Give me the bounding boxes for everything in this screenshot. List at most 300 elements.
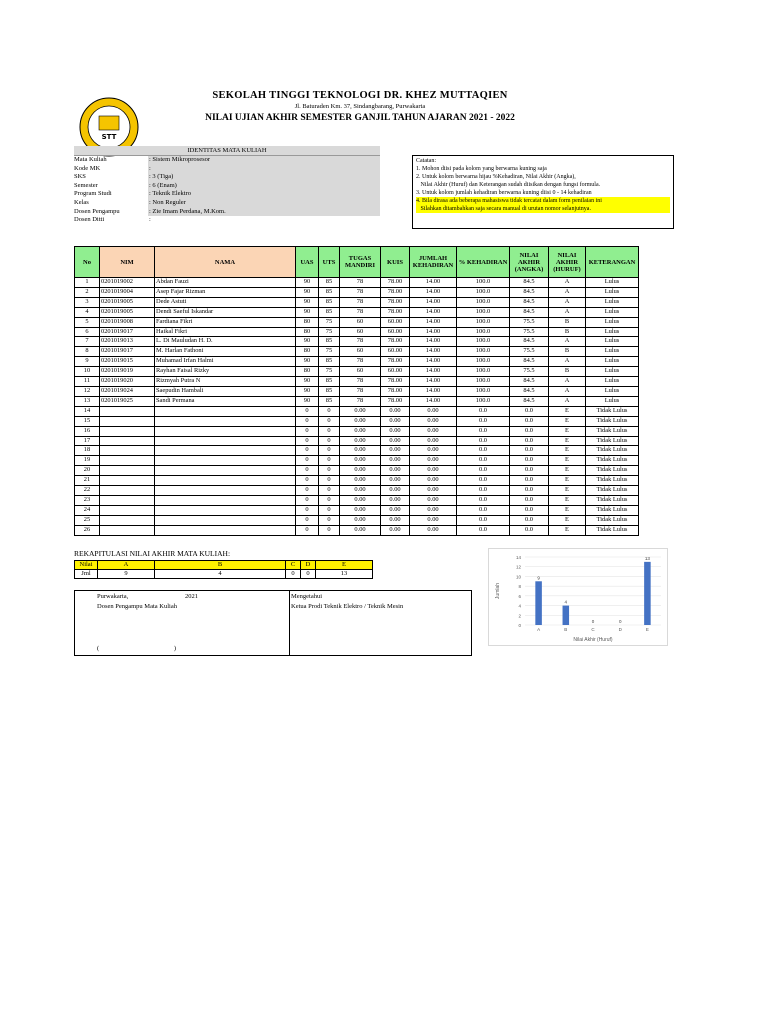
place-date: Purwakarta, — [97, 593, 129, 600]
table-cell: E — [549, 436, 586, 446]
table-cell[interactable]: 85 — [319, 396, 340, 406]
table-row — [75, 476, 639, 486]
table-cell[interactable]: 60.00 — [381, 347, 410, 357]
table-cell[interactable]: 0 — [296, 495, 319, 505]
table-cell[interactable]: 85 — [319, 386, 340, 396]
table-cell: A — [549, 377, 586, 387]
table-cell[interactable]: 14.00 — [410, 377, 457, 387]
table-row — [75, 505, 639, 515]
table-cell[interactable]: 85 — [319, 287, 340, 297]
table-cell[interactable]: 0.00 — [410, 406, 457, 416]
table-cell[interactable]: 78 — [340, 287, 381, 297]
bar-value-label: 13 — [644, 555, 650, 561]
table-cell[interactable]: 14.00 — [410, 367, 457, 377]
table-cell[interactable]: 78.00 — [381, 287, 410, 297]
table-cell[interactable]: 80 — [296, 317, 319, 327]
table-cell: A — [549, 287, 586, 297]
school-address: Jl. Baturaden Km. 37, Sindangbarang, Purwakarta — [294, 103, 426, 110]
table-cell[interactable]: 0.00 — [381, 416, 410, 426]
table-cell[interactable]: 60 — [340, 327, 381, 337]
identity-value[interactable]: : Zie Imam Perdana, M.Kom. — [148, 208, 380, 217]
table-cell[interactable]: 78.00 — [381, 377, 410, 387]
table-cell[interactable]: 0.00 — [340, 456, 381, 466]
table-cell[interactable]: 75 — [319, 317, 340, 327]
table-cell[interactable]: 0 — [319, 416, 340, 426]
table-cell[interactable]: 60 — [340, 347, 381, 357]
table-cell: Lulus — [586, 307, 639, 317]
table-cell: 100.0 — [457, 377, 510, 387]
table-row — [75, 297, 639, 307]
table-cell: 0201019024 — [100, 386, 155, 396]
identity-key: Mata Kuliah — [74, 156, 107, 163]
table-cell[interactable]: 0 — [296, 436, 319, 446]
lecturer-role: Dosen Pengampu Mata Kuliah — [97, 603, 177, 610]
table-cell[interactable]: 0 — [296, 456, 319, 466]
table-cell: 75.5 — [510, 347, 549, 357]
table-cell[interactable]: 0.00 — [410, 456, 457, 466]
table-cell: E — [549, 426, 586, 436]
table-row — [75, 377, 639, 387]
column-header: KUIS — [381, 247, 410, 278]
table-cell[interactable]: 14.00 — [410, 297, 457, 307]
recap-cell: A — [98, 561, 155, 570]
notes-title: Catatan: — [416, 158, 436, 164]
table-cell[interactable]: 60.00 — [381, 367, 410, 377]
table-cell: E — [549, 486, 586, 496]
table-cell: 100.0 — [457, 386, 510, 396]
bar-value-label: 4 — [564, 599, 568, 605]
table-cell[interactable]: 0 — [296, 525, 319, 535]
identity-key: Kode MK — [74, 164, 101, 172]
table-cell[interactable]: 90 — [296, 287, 319, 297]
table-cell[interactable]: 0 — [319, 456, 340, 466]
column-header: TUGAS MANDIRI — [340, 247, 381, 278]
table-cell[interactable]: 0.00 — [340, 406, 381, 416]
table-cell: Tidak Lulus — [586, 525, 639, 535]
table-cell[interactable]: 78.00 — [381, 357, 410, 367]
identity-value[interactable]: : Teknik Elektro — [148, 190, 380, 199]
identity-row — [74, 216, 380, 225]
table-cell: Tidak Lulus — [586, 495, 639, 505]
grades-table — [74, 246, 639, 536]
table-cell[interactable]: 85 — [319, 337, 340, 347]
table-cell: 0201019002 — [100, 278, 155, 288]
table-cell[interactable]: 0.00 — [381, 436, 410, 446]
table-cell: 0.0 — [510, 436, 549, 446]
table-cell[interactable]: 0 — [296, 466, 319, 476]
table-cell: 84.5 — [510, 386, 549, 396]
table-cell: Abdan Fauzi — [155, 278, 296, 288]
table-cell[interactable]: 78.00 — [381, 386, 410, 396]
table-cell[interactable]: 0.00 — [381, 426, 410, 436]
table-cell: 0.0 — [510, 525, 549, 535]
identity-row — [74, 199, 380, 208]
table-cell: E — [549, 495, 586, 505]
grade-bar-chart — [489, 549, 667, 645]
table-cell: E — [549, 466, 586, 476]
identity-key: SKS — [74, 173, 86, 181]
table-row — [75, 287, 639, 297]
table-cell[interactable]: 0.00 — [381, 466, 410, 476]
table-row — [75, 515, 639, 525]
table-cell[interactable]: 0 — [296, 406, 319, 416]
table-cell[interactable]: 0.00 — [340, 426, 381, 436]
table-cell — [155, 426, 296, 436]
table-cell[interactable]: 78 — [340, 396, 381, 406]
table-cell[interactable]: 85 — [319, 357, 340, 367]
table-cell[interactable]: 0 — [296, 515, 319, 525]
table-cell — [100, 416, 155, 426]
table-cell: Lulus — [586, 386, 639, 396]
table-cell[interactable]: 14.00 — [410, 396, 457, 406]
table-row — [75, 307, 639, 317]
table-cell[interactable]: 0 — [296, 426, 319, 436]
table-cell: A — [549, 337, 586, 347]
table-cell[interactable]: 0 — [319, 486, 340, 496]
table-cell[interactable]: 0 — [319, 466, 340, 476]
table-cell: Tidak Lulus — [586, 426, 639, 436]
table-cell[interactable]: 0.00 — [410, 446, 457, 456]
table-cell[interactable]: 0.00 — [381, 525, 410, 535]
table-cell: Lulus — [586, 357, 639, 367]
y-tick-label: 6 — [518, 593, 521, 599]
table-cell[interactable]: 14.00 — [410, 307, 457, 317]
table-cell: 84.5 — [510, 287, 549, 297]
table-cell[interactable]: 80 — [296, 367, 319, 377]
table-cell[interactable]: 90 — [296, 377, 319, 387]
table-cell — [100, 406, 155, 416]
identity-row — [74, 208, 380, 217]
table-cell[interactable]: 0.00 — [340, 515, 381, 525]
table-cell — [100, 515, 155, 525]
table-cell: 21 — [75, 476, 100, 486]
table-cell[interactable]: 90 — [296, 337, 319, 347]
column-header: UAS — [296, 247, 319, 278]
table-cell[interactable]: 78.00 — [381, 396, 410, 406]
table-cell[interactable]: 85 — [319, 377, 340, 387]
sign-year: 2021 — [185, 593, 198, 600]
table-cell[interactable]: 0.00 — [340, 416, 381, 426]
y-tick-label: 0 — [518, 623, 521, 628]
table-cell[interactable]: 0.00 — [410, 416, 457, 426]
table-cell — [155, 515, 296, 525]
table-cell[interactable]: 85 — [319, 297, 340, 307]
table-cell: 0201019017 — [100, 347, 155, 357]
identity-row — [74, 165, 380, 174]
table-cell: 17 — [75, 436, 100, 446]
table-cell[interactable]: 0 — [296, 416, 319, 426]
table-cell[interactable]: 80 — [296, 327, 319, 337]
note-line: 1. Mohon diisi pada kolom yang berwarna kuning saja — [416, 166, 547, 172]
table-cell[interactable]: 75 — [319, 367, 340, 377]
table-cell: 0.0 — [457, 426, 510, 436]
table-cell: E — [549, 505, 586, 515]
table-cell[interactable]: 0.00 — [340, 525, 381, 535]
table-cell[interactable]: 60 — [340, 317, 381, 327]
table-cell: Muhamad Irfan Halmi — [155, 357, 296, 367]
table-cell[interactable]: 0.00 — [381, 515, 410, 525]
bar-E — [644, 562, 651, 625]
table-cell[interactable]: 0 — [319, 515, 340, 525]
grade-chart — [488, 548, 668, 646]
table-cell[interactable]: 90 — [296, 307, 319, 317]
table-cell: 84.5 — [510, 357, 549, 367]
table-cell[interactable]: 78 — [340, 377, 381, 387]
note-line: Nilai Akhir (Huruf) dan Keterangan sudah diisikan dengan fungsi formula. — [416, 182, 601, 188]
identity-key: Kelas — [74, 198, 89, 206]
table-row — [75, 426, 639, 436]
table-cell: Tidak Lulus — [586, 505, 639, 515]
table-cell[interactable]: 0.00 — [340, 436, 381, 446]
table-cell[interactable]: 0.00 — [340, 505, 381, 515]
table-cell[interactable]: 90 — [296, 396, 319, 406]
table-cell[interactable]: 0.00 — [340, 446, 381, 456]
table-cell[interactable]: 14.00 — [410, 317, 457, 327]
table-row — [75, 327, 639, 337]
table-cell[interactable]: 0.00 — [410, 486, 457, 496]
table-cell[interactable]: 90 — [296, 357, 319, 367]
table-cell: Tidak Lulus — [586, 446, 639, 456]
table-cell: 100.0 — [457, 287, 510, 297]
y-tick-label: 12 — [515, 564, 521, 570]
column-header: % KEHADIRAN — [457, 247, 510, 278]
table-cell[interactable]: 14.00 — [410, 337, 457, 347]
table-cell: 0201019008 — [100, 317, 155, 327]
table-cell: 19 — [75, 456, 100, 466]
table-cell[interactable]: 0 — [319, 436, 340, 446]
table-cell — [155, 476, 296, 486]
recap-cell: 0 — [286, 570, 301, 579]
table-cell[interactable]: 14.00 — [410, 347, 457, 357]
table-cell[interactable]: 0.00 — [410, 426, 457, 436]
table-cell: Dendi Saeful Iskandar — [155, 307, 296, 317]
recap-cell: Jml — [75, 570, 98, 579]
x-tick-label: E — [645, 627, 649, 632]
table-cell: E — [549, 456, 586, 466]
table-cell — [100, 486, 155, 496]
head-role: Ketua Prodi Teknik Elektro / Teknik Mesin — [291, 603, 404, 610]
column-header: NILAI AKHIR (ANGKA) — [510, 247, 549, 278]
table-cell: A — [549, 297, 586, 307]
table-cell[interactable]: 0.00 — [381, 495, 410, 505]
table-cell[interactable]: 14.00 — [410, 327, 457, 337]
table-cell: 100.0 — [457, 297, 510, 307]
table-cell: Tidak Lulus — [586, 406, 639, 416]
table-cell: 0.0 — [457, 505, 510, 515]
table-cell[interactable]: 14.00 — [410, 287, 457, 297]
table-cell[interactable]: 0 — [296, 486, 319, 496]
table-cell[interactable]: 0.00 — [410, 495, 457, 505]
identity-value[interactable]: : 3 (Tiga) — [148, 173, 380, 182]
table-cell: 0.0 — [457, 406, 510, 416]
table-cell[interactable]: 90 — [296, 297, 319, 307]
y-tick-label: 4 — [518, 603, 521, 609]
table-cell[interactable]: 78.00 — [381, 337, 410, 347]
recap-title: REKAPITULASI NILAI AKHIR MATA KULIAH: — [74, 549, 231, 558]
table-cell[interactable]: 0.00 — [381, 456, 410, 466]
identity-value[interactable]: : 6 (Enam) — [148, 182, 380, 191]
table-cell[interactable]: 0 — [319, 476, 340, 486]
table-cell[interactable]: 0.00 — [410, 515, 457, 525]
table-cell: 84.5 — [510, 337, 549, 347]
table-cell: 0.0 — [457, 476, 510, 486]
x-tick-label: C — [591, 627, 595, 632]
x-tick-label: D — [618, 627, 622, 632]
table-cell[interactable]: 0 — [296, 446, 319, 456]
table-row — [75, 495, 639, 505]
table-cell[interactable]: 0 — [319, 525, 340, 535]
table-cell: A — [549, 307, 586, 317]
table-cell[interactable]: 0 — [296, 505, 319, 515]
table-cell: 100.0 — [457, 347, 510, 357]
table-cell: Lulus — [586, 278, 639, 288]
table-cell: Rayhan Faisal Rizky — [155, 367, 296, 377]
table-cell: 0201019005 — [100, 307, 155, 317]
table-cell: 13 — [75, 396, 100, 406]
identity-value[interactable]: : Non Reguler — [148, 199, 380, 208]
table-cell[interactable]: 75 — [319, 347, 340, 357]
table-cell[interactable]: 60 — [340, 367, 381, 377]
table-cell — [155, 495, 296, 505]
table-cell: Tidak Lulus — [586, 486, 639, 496]
identity-value[interactable]: : — [148, 165, 380, 174]
column-header: NIM — [100, 247, 155, 278]
table-cell: 0.0 — [457, 525, 510, 535]
table-cell: 0201019025 — [100, 396, 155, 406]
x-tick-label: A — [537, 627, 541, 632]
table-cell: 11 — [75, 377, 100, 387]
table-cell[interactable]: 0 — [319, 426, 340, 436]
table-cell: 15 — [75, 416, 100, 426]
identity-row — [74, 156, 380, 165]
table-row — [75, 357, 639, 367]
column-header: UTS — [319, 247, 340, 278]
table-cell[interactable]: 78 — [340, 386, 381, 396]
notes-box — [412, 155, 674, 229]
table-cell[interactable]: 0.00 — [381, 476, 410, 486]
table-cell: 18 — [75, 446, 100, 456]
table-cell[interactable]: 0.00 — [410, 466, 457, 476]
table-cell[interactable]: 0.00 — [340, 466, 381, 476]
table-cell[interactable]: 0.00 — [381, 406, 410, 416]
table-cell — [100, 466, 155, 476]
table-cell: 22 — [75, 486, 100, 496]
table-cell[interactable]: 78.00 — [381, 307, 410, 317]
table-cell[interactable]: 90 — [296, 278, 319, 288]
table-cell: Tidak Lulus — [586, 515, 639, 525]
table-cell — [155, 486, 296, 496]
table-cell: 0201019017 — [100, 327, 155, 337]
table-cell[interactable]: 14.00 — [410, 357, 457, 367]
table-cell[interactable]: 75 — [319, 327, 340, 337]
table-cell[interactable]: 0.00 — [340, 476, 381, 486]
table-cell[interactable]: 0.00 — [410, 436, 457, 446]
table-cell: Lulus — [586, 377, 639, 387]
table-cell[interactable]: 0 — [296, 476, 319, 486]
table-row — [75, 406, 639, 416]
table-cell[interactable]: 78.00 — [381, 278, 410, 288]
table-cell: Lulus — [586, 297, 639, 307]
table-cell[interactable]: 0.00 — [381, 446, 410, 456]
table-cell: Rizmyah Putra N — [155, 377, 296, 387]
table-cell[interactable]: 0.00 — [340, 495, 381, 505]
y-tick-label: 14 — [515, 555, 521, 560]
identity-key: Dosen Ditti — [74, 216, 105, 224]
table-cell[interactable]: 78 — [340, 278, 381, 288]
table-cell[interactable]: 0 — [319, 495, 340, 505]
table-cell: 1 — [75, 278, 100, 288]
table-cell[interactable]: 60.00 — [381, 327, 410, 337]
table-row — [75, 396, 639, 406]
table-row — [75, 446, 639, 456]
table-row — [75, 436, 639, 446]
table-cell[interactable]: 78 — [340, 307, 381, 317]
table-cell — [155, 446, 296, 456]
table-cell[interactable]: 85 — [319, 307, 340, 317]
table-cell: 0.0 — [457, 436, 510, 446]
table-cell[interactable]: 0.00 — [410, 505, 457, 515]
table-cell: 4 — [75, 307, 100, 317]
table-cell[interactable]: 0.00 — [340, 486, 381, 496]
table-cell[interactable]: 14.00 — [410, 386, 457, 396]
table-cell[interactable]: 78.00 — [381, 297, 410, 307]
table-cell: 10 — [75, 367, 100, 377]
table-cell: A — [549, 396, 586, 406]
table-cell[interactable]: 0.00 — [410, 525, 457, 535]
table-cell: 0.0 — [457, 466, 510, 476]
table-cell: 24 — [75, 505, 100, 515]
table-cell — [155, 505, 296, 515]
table-cell — [100, 476, 155, 486]
table-cell: 0.0 — [510, 515, 549, 525]
table-cell: 75.5 — [510, 317, 549, 327]
identity-row — [74, 190, 380, 199]
table-cell: 23 — [75, 495, 100, 505]
table-cell — [155, 406, 296, 416]
lecturer-name-placeholder: ( ) — [97, 645, 177, 652]
identity-value[interactable]: : — [149, 216, 151, 224]
table-cell[interactable]: 0 — [319, 446, 340, 456]
table-cell[interactable]: 78 — [340, 297, 381, 307]
table-cell[interactable]: 0 — [319, 505, 340, 515]
table-cell: 0201019005 — [100, 297, 155, 307]
table-cell[interactable]: 80 — [296, 347, 319, 357]
table-cell[interactable]: 0.00 — [381, 486, 410, 496]
table-cell[interactable]: 14.00 — [410, 278, 457, 288]
table-cell — [155, 466, 296, 476]
table-cell[interactable]: 60.00 — [381, 317, 410, 327]
table-cell[interactable]: 0.00 — [381, 505, 410, 515]
table-cell[interactable]: 90 — [296, 386, 319, 396]
table-cell: Lulus — [586, 396, 639, 406]
approve-label: Mengetahui — [291, 593, 323, 600]
table-cell[interactable]: 85 — [319, 278, 340, 288]
table-cell[interactable]: 0 — [319, 406, 340, 416]
identity-title: IDENTITAS MATA KULIAH — [74, 146, 380, 156]
table-cell: Sandi Permana — [155, 396, 296, 406]
table-cell[interactable]: 78 — [340, 337, 381, 347]
identity-value[interactable]: : Sistem Mikroprosesor — [148, 156, 380, 165]
table-cell: Haikal Fikri — [155, 327, 296, 337]
table-cell — [155, 456, 296, 466]
table-cell: Tidak Lulus — [586, 416, 639, 426]
table-cell[interactable]: 78 — [340, 357, 381, 367]
table-cell[interactable]: 0.00 — [410, 476, 457, 486]
recap-cell: Nilai — [75, 561, 98, 570]
table-cell: B — [549, 347, 586, 357]
table-cell: 100.0 — [457, 317, 510, 327]
table-cell: 0.0 — [457, 515, 510, 525]
